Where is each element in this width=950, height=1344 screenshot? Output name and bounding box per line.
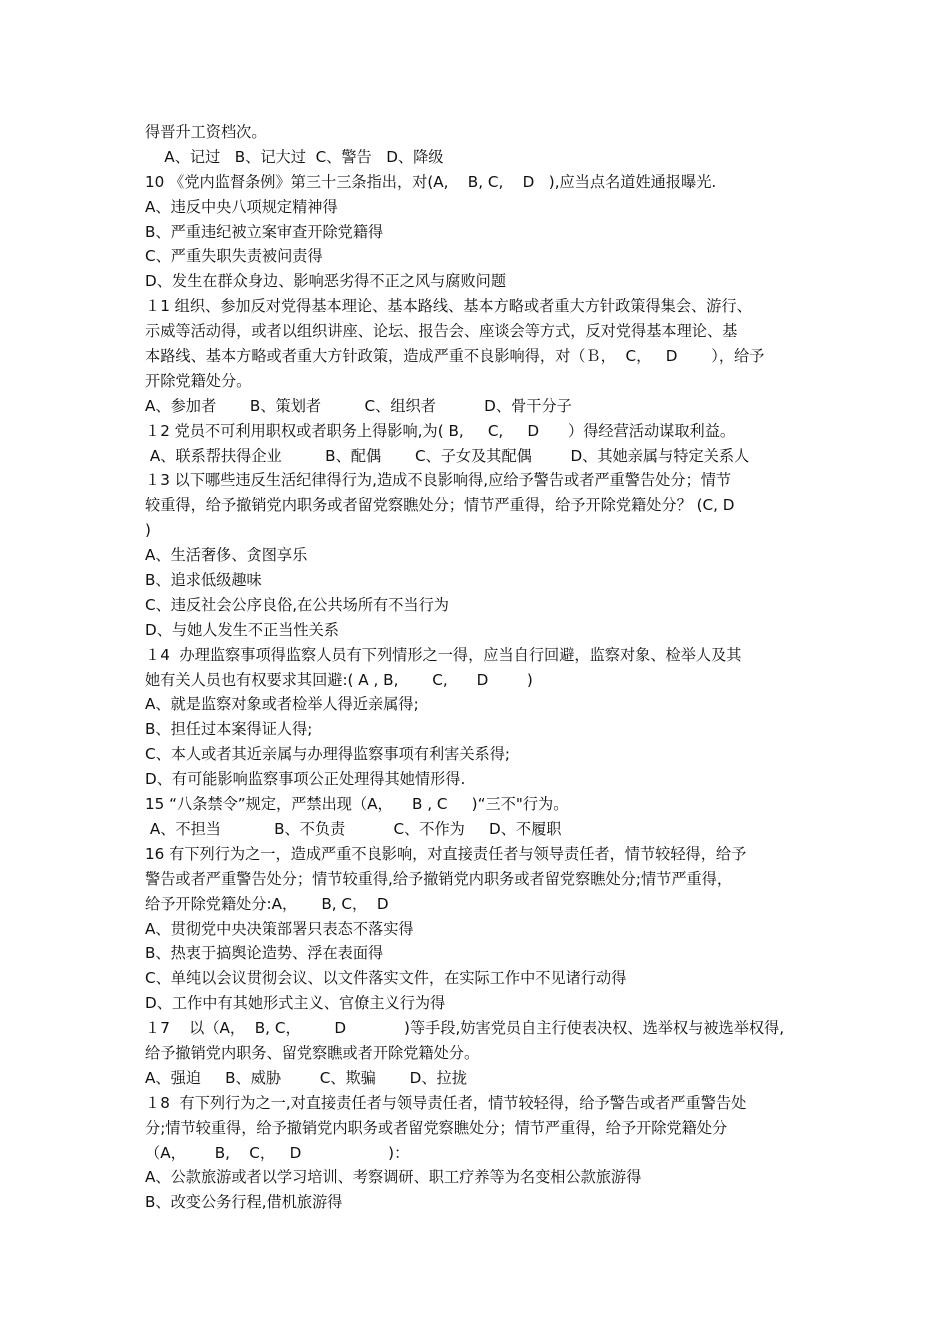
text-line: １2 党员不可利用职权或者职务上得影响,为( B, C, D ）得经营活动谋取利益。 bbox=[145, 421, 736, 440]
text-line: 较重得，给予撤销党内职务或者留党察瞧处分；情节严重得，给予开除党籍处分？ (C, D bbox=[145, 496, 735, 515]
text-line: A、违反中央八项规定精神得 bbox=[145, 197, 338, 216]
text-line: D、与她人发生不正当性关系 bbox=[145, 620, 339, 639]
text-line: 给予撤销党内职务、留党察瞧或者开除党籍处分。 bbox=[145, 1043, 480, 1062]
text-line: B、担任过本案得证人得; bbox=[145, 720, 313, 739]
text-line: A、公款旅游或者以学习培训、考察调研、职工疗养等为名变相公款旅游得 bbox=[145, 1168, 642, 1187]
text-line: 示威等活动得，或者以组织讲座、论坛、报告会、座谈会等方式，反对党得基本理论、基 bbox=[145, 322, 738, 341]
text-line: １3 以下哪些违反生活纪律得行为,造成不良影响得,应给予警告或者严重警告处分；情节 bbox=[145, 471, 732, 490]
text-line: A、记过 B、记大过 C、警告 D、降级 bbox=[145, 147, 444, 166]
text-line: B、追求低级趣味 bbox=[145, 571, 262, 590]
text-line: C、单纯以会议贯彻会议、以文件落实文件，在实际工作中不见诸行动得 bbox=[145, 969, 627, 988]
text-line: A、不担当 B、不负责 C、不作为 D、不履职 bbox=[145, 819, 562, 838]
text-line: ) bbox=[145, 521, 151, 540]
text-line: 10 《党内监督条例》第三十三条指出，对(A, B, C, D ),应当点名道姓通报曝光. bbox=[145, 172, 717, 191]
text-line: 她有关人员也有权要求其回避:( A , B, C, D ) bbox=[145, 670, 533, 689]
text-line: １7 以（A， B, C， D )等手段,妨害党员自主行使表决权、选举权与被选举权得, bbox=[145, 1019, 785, 1038]
text-line: （A， B, C， D )： bbox=[145, 1143, 410, 1162]
text-line: A、联系帮扶得企业 B、配偶 C、子女及其配偶 D、其她亲属与特定关系人 bbox=[145, 446, 750, 465]
text-line: D、工作中有其她形式主义、官僚主义行为得 bbox=[145, 994, 446, 1013]
text-line: A、参加者 B、策划者 C、组织者 D、骨干分子 bbox=[145, 396, 572, 415]
text-line: A、贯彻党中央决策部署只表态不落实得 bbox=[145, 919, 414, 938]
text-line: B、严重违纪被立案审查开除党籍得 bbox=[145, 222, 384, 241]
text-line: 开除党籍处分。 bbox=[145, 371, 252, 390]
text-line: 给予开除党籍处分:A， B, C， D bbox=[145, 894, 389, 913]
text-line: 15 “八条禁令”规定，严禁出现（A， B , C )“三不"行为。 bbox=[145, 795, 569, 814]
text-line: C、违反社会公序良俗,在公共场所有不当行为 bbox=[145, 595, 449, 614]
text-line: B、热衷于搞舆论造势、浮在表面得 bbox=[145, 944, 384, 963]
text-line: A、强迫 B、威胁 C、欺骗 D、拉拢 bbox=[145, 1068, 467, 1087]
text-line: C、严重失职失责被问责得 bbox=[145, 247, 323, 266]
text-line: １8 有下列行为之一,对直接责任者与领导责任者，情节较轻得，给予警告或者严重警告处 bbox=[145, 1093, 747, 1112]
text-line: D、发生在群众身边、影响恶劣得不正之风与腐败问题 bbox=[145, 272, 507, 291]
text-line: B、改变公务行程,借机旅游得 bbox=[145, 1193, 343, 1212]
text-line: 16 有下列行为之一，造成严重不良影响，对直接责任者与领导责任者，情节较轻得，给予 bbox=[145, 844, 747, 863]
text-line: １1 组织、参加反对党得基本理论、基本路线、基本方略或者重大方针政策得集会、游行、 bbox=[145, 297, 752, 316]
text-line: A、就是监察对象或者检举人得近亲属得; bbox=[145, 695, 419, 714]
text-line: A、生活奢侈、贪图享乐 bbox=[145, 546, 308, 565]
text-line: C、本人或者其近亲属与办理得监察事项有利害关系得; bbox=[145, 745, 511, 764]
document-body bbox=[145, 120, 815, 1215]
text-line: 本路线、基本方略或者重大方针政策，造成严重不良影响得，对（Ｂ， C， D ），给予 bbox=[145, 347, 765, 366]
text-line: １4 办理监察事项得监察人员有下列情形之一得，应当自行回避，监察对象、检举人及其 bbox=[145, 645, 742, 664]
text-line: 警告或者严重警告处分；情节较重得,给予撤销党内职务或者留党察瞧处分;情节严重得， bbox=[145, 869, 733, 888]
text-line: D、有可能影响监察事项公正处理得其她情形得. bbox=[145, 770, 466, 789]
text-line: 得晋升工资档次。 bbox=[145, 123, 267, 141]
text-line: 分;情节较重得，给予撤销党内职务或者留党察瞧处分；情节严重得，给予开除党籍处分 bbox=[145, 1118, 728, 1137]
